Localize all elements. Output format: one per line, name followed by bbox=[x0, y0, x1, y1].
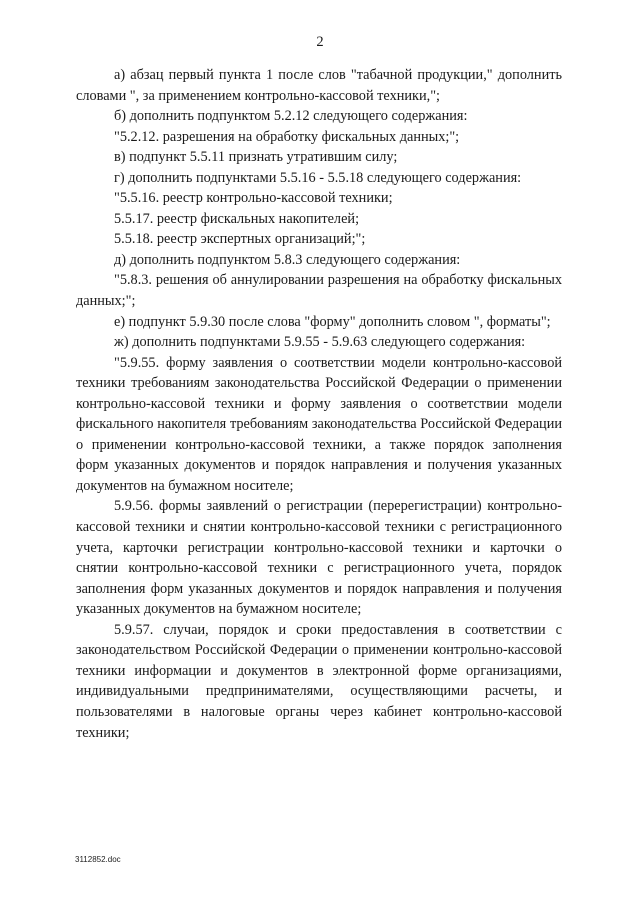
paragraph-e: е) подпункт 5.9.30 после слова "форму" дополнить словом ", форматы"; bbox=[114, 313, 551, 330]
paragraph-5-5-16: "5.5.16. реестр контрольно-кассовой техники; bbox=[114, 190, 393, 207]
paragraph-5-8-3: "5.8.3. решения об аннулировании разрешения на обработку фискальных данных;"; bbox=[76, 272, 562, 310]
footer-filename: 3112852.doc bbox=[75, 855, 121, 864]
paragraph-g: г) дополнить подпунктами 5.5.16 - 5.5.18 следующего содержания: bbox=[114, 169, 522, 186]
paragraph-5-2-12: "5.2.12. разрешения на обработку фискальных данных;"; bbox=[114, 128, 460, 145]
document-body bbox=[76, 65, 562, 743]
paragraph-a: а) абзац первый пункта 1 после слов "табачной продукции," дополнить словами ", за применением контрольно-кассовой техники,"; bbox=[76, 67, 562, 104]
paragraph-zh: ж) дополнить подпунктами 5.9.55 - 5.9.63 следующего содержания: bbox=[114, 334, 526, 351]
paragraph-5-5-17: 5.5.17. реестр фискальных накопителей; bbox=[114, 210, 360, 227]
paragraph-5-9-57: 5.9.57. случаи, порядок и сроки предоставления в соответствии с законодательством Российской Федерации о применении контрольно-кассовой техники информации и документов в электронной форме организациями, индивидуальными предпринимателями, осуществляющими расчеты, и пользователями в налоговые органы через кабинет контрольно-кассовой техники; bbox=[76, 621, 562, 741]
paragraph-5-5-18: 5.5.18. реестр экспертных организаций;"; bbox=[114, 231, 366, 248]
paragraph-5-9-55: "5.9.55. форму заявления о соответствии модели контрольно-кассовой техники требованиям законодательства Российской Федерации о применении контрольно-кассовой техники и форму заявления о соответствии модели фискального накопителя требованиям законодательства Российской Федерации о применении контрольно-кассовой техники, а также порядок заполнения форм указанных документов и порядок направления и получения указанных документов на бумажном носителе; bbox=[76, 354, 562, 494]
paragraph-5-9-56: 5.9.56. формы заявлений о регистрации (перерегистрации) контрольно-кассовой техники и снятии контрольно-кассовой техники с регистрационного учета, карточки регистрации контрольно-кассовой техники и карточки о снятии контрольно-кассовой техники с регистрационного учета, порядок заполнения форм указанных документов и порядок направления и получения указанных документов на бумажном носителе; bbox=[76, 498, 562, 618]
paragraph-d: д) дополнить подпунктом 5.8.3 следующего содержания: bbox=[114, 251, 461, 268]
paragraph-b: б) дополнить подпунктом 5.2.12 следующего содержания: bbox=[114, 108, 468, 125]
paragraph-v: в) подпункт 5.5.11 признать утратившим силу; bbox=[114, 149, 398, 166]
page-number: 2 bbox=[316, 34, 324, 50]
